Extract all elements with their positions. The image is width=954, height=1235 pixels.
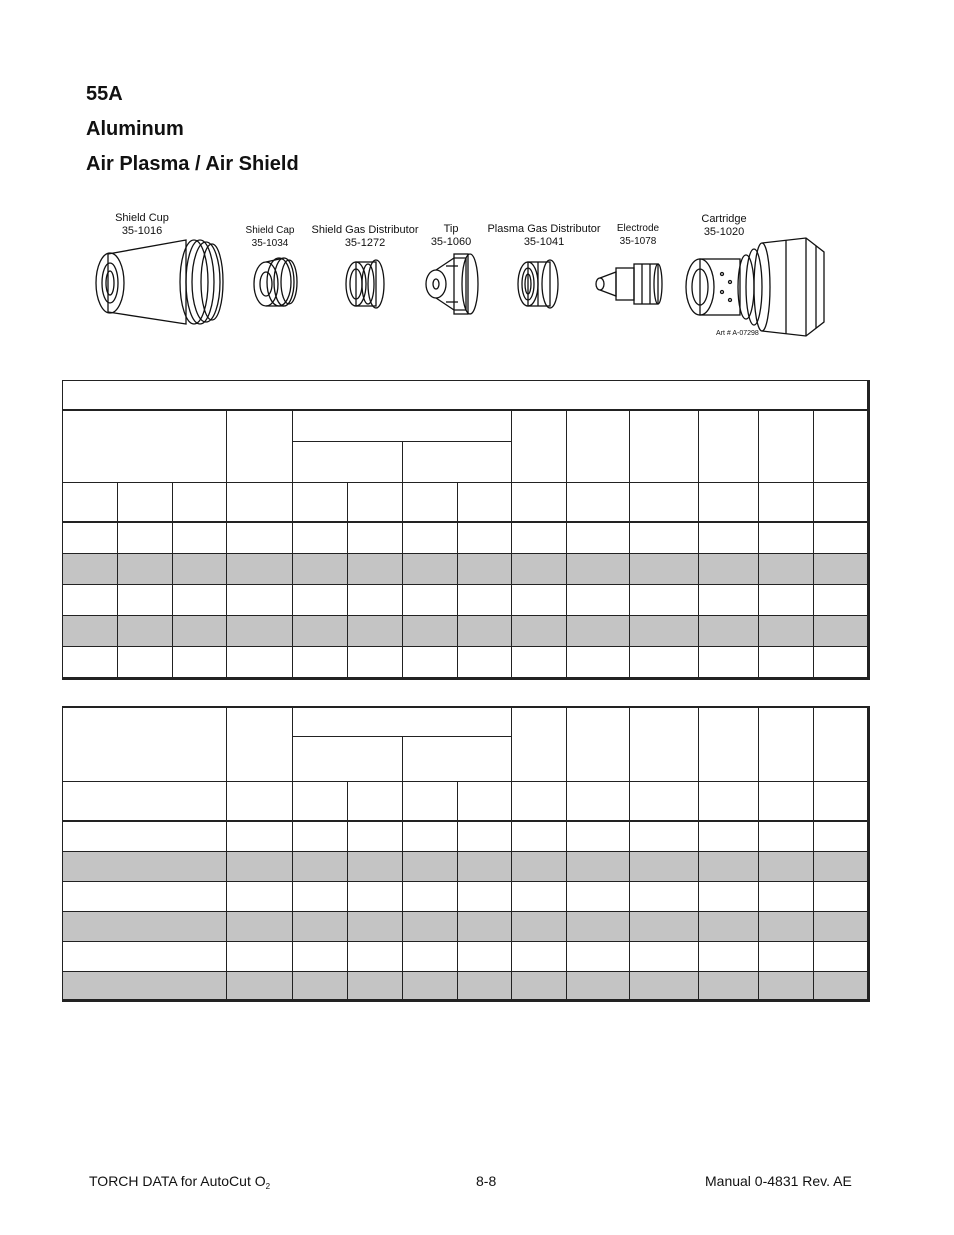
table-row <box>63 647 869 679</box>
consumable-parts-illustration <box>86 232 846 342</box>
part-number: 35-1060 <box>430 236 472 248</box>
part-number: 35-1016 <box>121 225 163 237</box>
shield-cup-drawing <box>96 240 223 324</box>
footer-manual-number: Manual 0-4831 Rev. AE <box>705 1173 852 1189</box>
part-number: 35-1272 <box>344 237 386 249</box>
heading-amperage: 55A <box>86 83 123 105</box>
table-row <box>63 585 869 616</box>
footer-document-title <box>89 1173 270 1191</box>
part-name: Shield Gas Distributor <box>311 224 419 236</box>
part-number: 35-1020 <box>703 226 745 238</box>
part-name: Plasma Gas Distributor <box>487 223 601 235</box>
table-row <box>63 972 869 1001</box>
table-title-row <box>63 381 869 411</box>
table-row <box>63 852 869 882</box>
table-row <box>63 554 869 585</box>
heading-material: Aluminum <box>86 118 184 140</box>
part-number: 35-1034 <box>251 238 289 249</box>
cartridge-drawing <box>686 238 824 336</box>
cut-data-table-upper <box>62 380 870 680</box>
table-row <box>63 912 869 942</box>
part-name: Shield Cap <box>245 225 295 236</box>
part-name: Cartridge <box>701 213 747 225</box>
table-row <box>63 882 869 912</box>
table-header-row <box>63 410 869 442</box>
part-number: 35-1041 <box>523 236 565 248</box>
part-name: Electrode <box>616 223 660 234</box>
table-row <box>63 522 869 554</box>
art-number: Art # A-07298 <box>716 330 759 337</box>
tip-drawing <box>426 254 478 314</box>
footer-title-text: TORCH DATA for AutoCut O <box>89 1173 266 1189</box>
table-units-row <box>63 782 869 822</box>
plasma-gas-distributor-drawing <box>518 260 558 308</box>
part-name: Shield Cup <box>115 212 169 224</box>
footer-title-subscript: 2 <box>265 1182 271 1191</box>
table-row <box>63 616 869 647</box>
shield-cap-drawing <box>254 258 297 306</box>
table-row <box>63 821 869 852</box>
table-units-row <box>63 483 869 523</box>
part-name: Tip <box>443 223 459 235</box>
part-number: 35-1078 <box>619 236 657 247</box>
shield-gas-distributor-drawing <box>346 260 384 308</box>
cut-data-table-lower <box>62 706 870 1002</box>
footer-page-number: 8-8 <box>476 1173 497 1189</box>
electrode-drawing <box>596 264 662 304</box>
table-header-row <box>63 707 869 737</box>
table-row <box>63 942 869 972</box>
heading-gas: Air Plasma / Air Shield <box>86 153 299 175</box>
